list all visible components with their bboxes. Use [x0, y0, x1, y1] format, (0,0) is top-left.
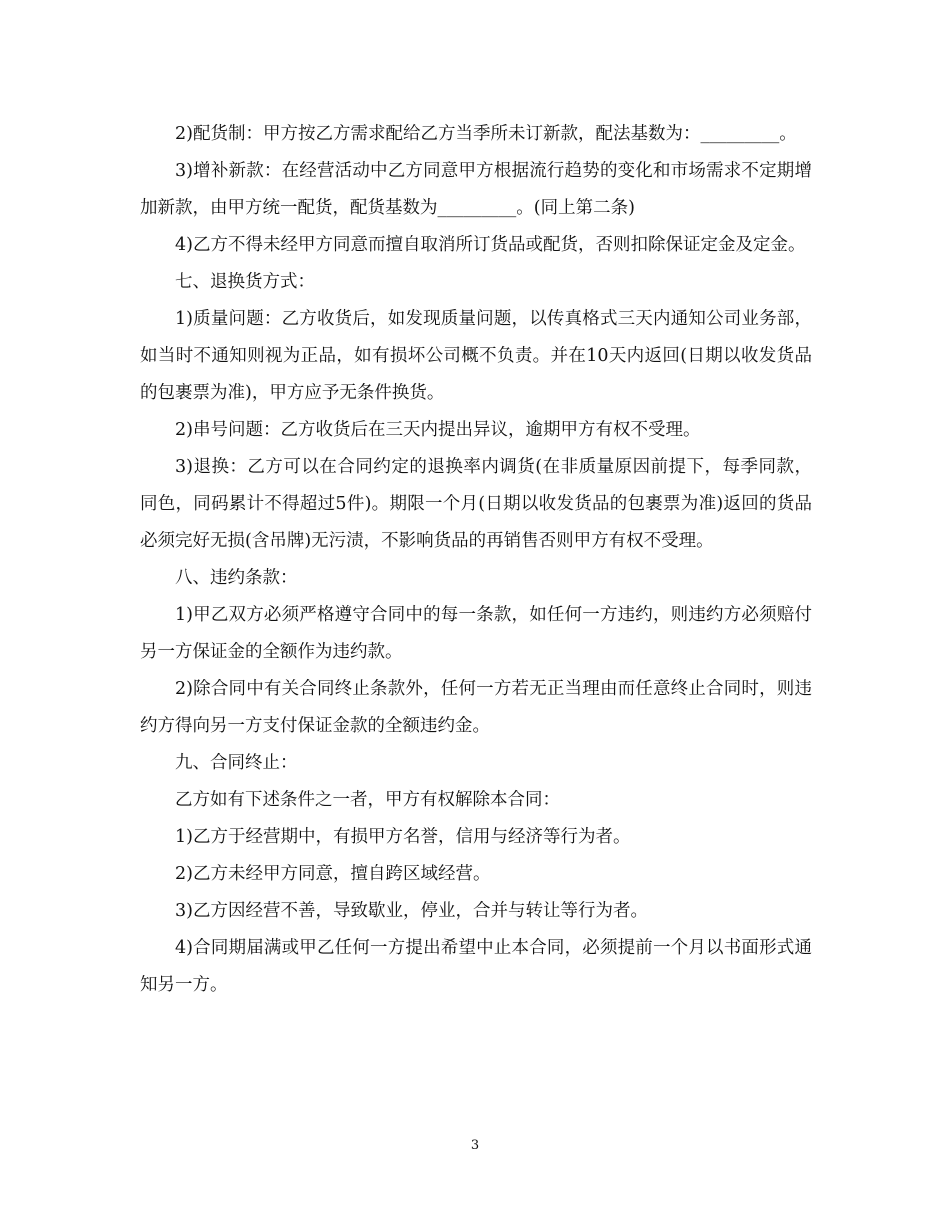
paragraph-distribution-system: 2)配货制：甲方按乙方需求配给乙方当季所未订新款，配法基数为：_________。 [175, 124, 797, 144]
paragraph-quality-issues: 1)质量问题：乙方收货后，如发现质量问题，以传真格式三天内通知公司业务部，如当时不通知则视为正品，如有损坏公司概不负责。并在10天内返回(日期以收发货品的包裹票为准)，甲方应予无条件换货。 [140, 309, 812, 403]
section-heading-termination: 九、合同终止： [175, 753, 298, 773]
paragraph-termination-closure: 3)乙方因经营不善，导致歇业，停业，合并与转让等行为者。 [175, 901, 648, 921]
paragraph-no-cancellation: 4)乙方不得未经甲方同意而擅自取消所订货品或配货，否则扣除保证定金及定金。 [175, 235, 806, 255]
paragraph-termination-intro: 乙方如有下述条件之一者，甲方有权解除本合同： [175, 790, 560, 810]
paragraph-breach-compensation: 1)甲乙双方必须严格遵守合同中的每一条款，如任何一方违约，则违约方必须赔付另一方保证金的全额作为违约款。 [140, 605, 812, 662]
section-heading-returns: 七、退换货方式： [175, 272, 315, 292]
section-heading-breach: 八、违约条款： [175, 568, 298, 588]
paragraph-termination-notice: 4)合同期届满或甲乙任何一方提出希望中止本合同，必须提前一个月以书面形式通知另一方。 [140, 938, 812, 995]
paragraph-mismatch-issues: 2)串号问题：乙方收货后在三天内提出异议，逾期甲方有权不受理。 [175, 420, 701, 440]
paragraph-breach-termination: 2)除合同中有关合同终止条款外，任何一方若无正当理由而任意终止合同时，则违约方得向另一方支付保证金款的全额违约金。 [140, 679, 812, 736]
paragraph-termination-cross-region: 2)乙方未经甲方同意，擅自跨区域经营。 [175, 864, 491, 884]
paragraph-additional-styles: 3)增补新款：在经营活动中乙方同意甲方根据流行趋势的变化和市场需求不定期增加新款，由甲方统一配货，配货基数为_________。(同上第二条) [140, 161, 812, 218]
page-number: 3 [470, 1138, 480, 1153]
paragraph-exchange: 3)退换：乙方可以在合同约定的退换率内调货(在非质量原因前提下，每季同款，同色，同码累计不得超过5件)。期限一个月(日期以收发货品的包裹票为准)返回的货品必须完好无损(含吊牌)无污渍，不影响货品的再销售否则甲方有权不受理。 [140, 457, 812, 551]
document-body [140, 116, 812, 1004]
paragraph-termination-reputation: 1)乙方于经营期中，有损甲方名誉，信用与经济等行为者。 [175, 827, 631, 847]
